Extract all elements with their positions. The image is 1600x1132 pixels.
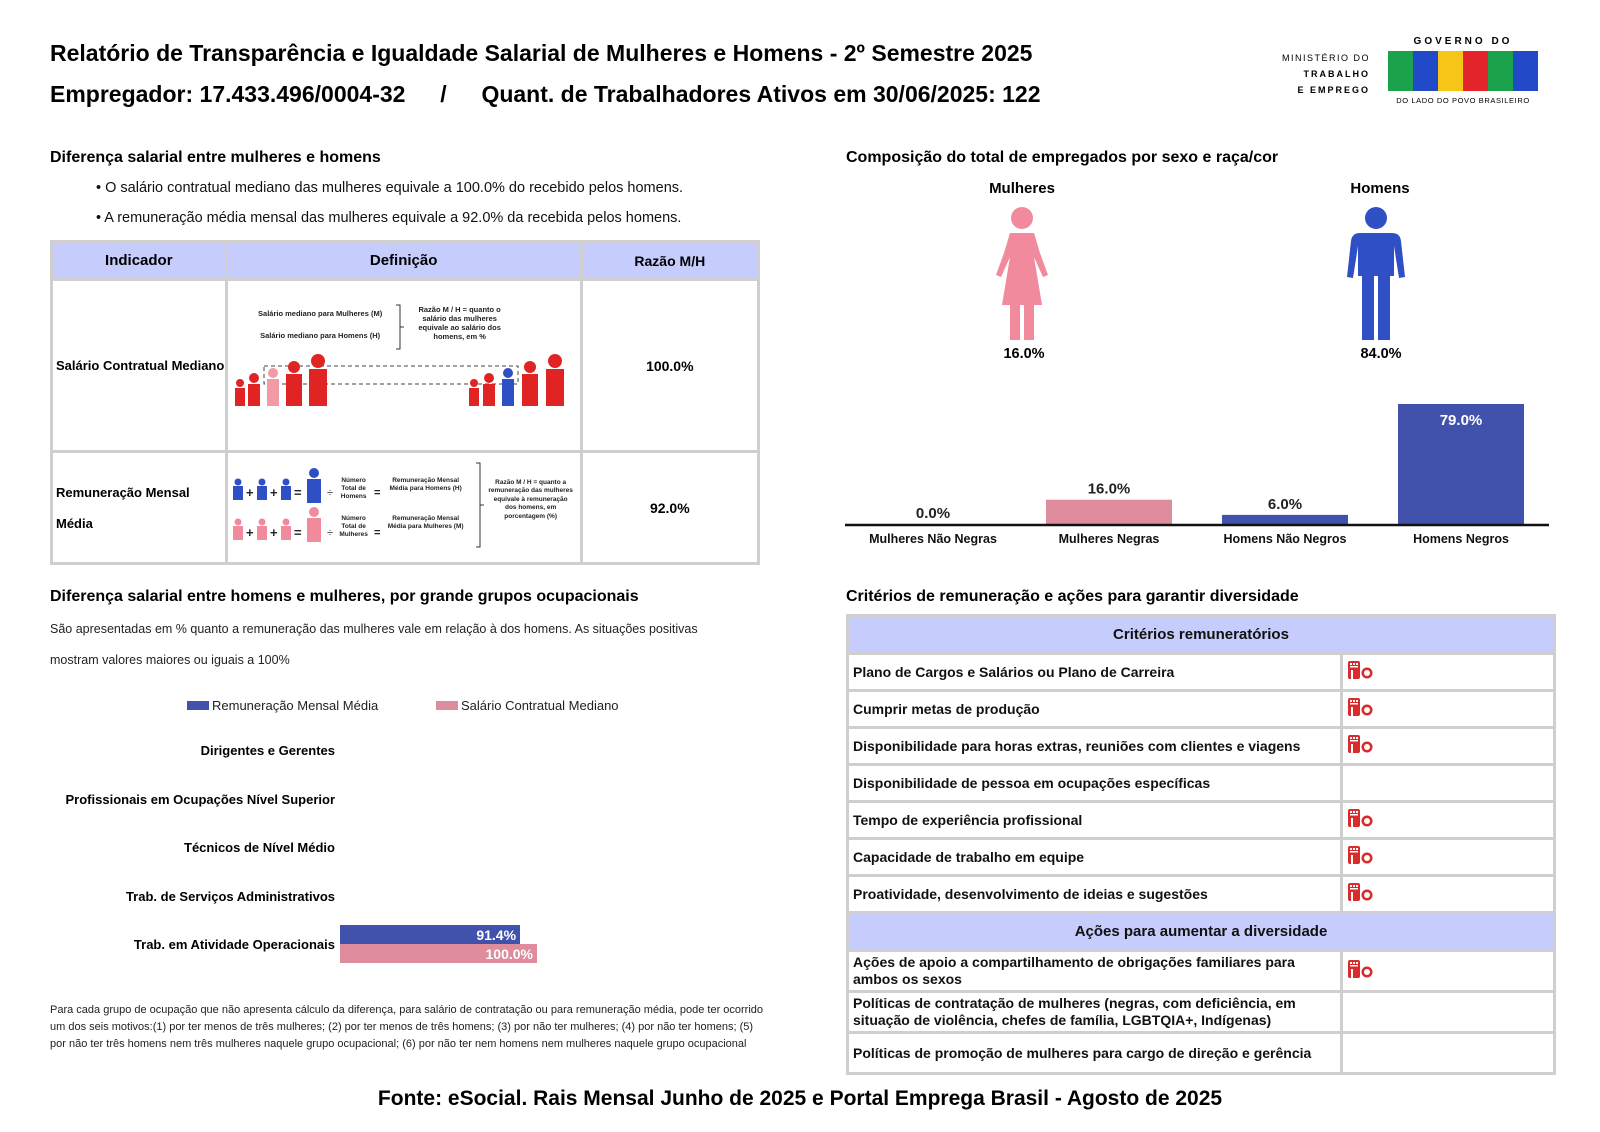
salary-diff-title: Diferença salarial entre mulheres e homens: [50, 149, 381, 166]
women-pct: 16.0%: [1003, 346, 1045, 362]
criteria-status-cell: [1341, 765, 1554, 802]
indicator-table-header: [52, 242, 759, 280]
men-figures-icon: [469, 354, 564, 406]
legend-label: Salário Contratual Mediano: [461, 698, 619, 713]
bullet-average: • A remuneração média mensal das mulheres equivale a 92.0% da recebida pelos homens.: [96, 210, 682, 226]
criteria-label: Cumprir metas de produção: [848, 691, 1342, 728]
diversity-section-header-label: Ações para aumentar a diversidade: [848, 913, 1555, 951]
table-row: [52, 280, 759, 452]
indicator-line: Média: [56, 515, 93, 531]
criteria-status-cell: [1341, 728, 1554, 765]
composition-value-label: 0.0%: [915, 505, 951, 522]
composition-bar: [1222, 515, 1348, 524]
legend-label: Remuneração Mensal Média: [212, 698, 379, 713]
criteria-label: Disponibilidade de pessoa em ocupações específicas: [848, 765, 1342, 802]
criteria-status-cell: [1341, 839, 1554, 876]
criteria-label: Proatividade, desenvolvimento de ideias e sugestões: [848, 876, 1342, 913]
ratio-value: 92.0%: [581, 452, 758, 564]
occupation-label: Dirigentes e Gerentes: [200, 743, 335, 758]
occupational-bar-chart: [45, 730, 765, 990]
definition-figure: [226, 452, 581, 564]
criteria-section-header: [848, 616, 1555, 654]
criteria-status-cell: [1341, 876, 1554, 913]
composition-category-label: Mulheres Negras: [1058, 532, 1160, 546]
svg-text:=: =: [373, 526, 381, 539]
col-indicator: Indicador: [52, 242, 227, 280]
company-building-check-icon: [1347, 660, 1375, 684]
criteria-row: [848, 765, 1555, 802]
brace-icon: [396, 305, 404, 349]
occupation-bar: 100.0%: [340, 944, 537, 963]
logo-color-block: [1463, 51, 1488, 91]
legend-swatch: [187, 701, 209, 710]
women-figures-icon: [235, 354, 327, 406]
legend-swatch: [436, 701, 458, 710]
svg-text:+: +: [245, 484, 254, 500]
composition-value-label: 79.0%: [1439, 412, 1483, 429]
fig-label: Número Total de Mulheres: [339, 514, 368, 538]
dashed-range-box: [264, 366, 518, 384]
fig-note: Razão M / H = quanto o salário das mulheres equivale ao salário dos homens, em %: [418, 304, 501, 341]
men-pct: 84.0%: [1360, 346, 1402, 362]
criteria-row: [848, 728, 1555, 765]
criteria-label: Disponibilidade para horas extras, reuniões com clientes e viagens: [848, 728, 1342, 765]
indicator-line: Remuneração Mensal: [56, 484, 190, 500]
occupation-label: Trab. em Atividade Operacionais: [133, 937, 335, 952]
criteria-label: Capacidade de trabalho em equipe: [848, 839, 1342, 876]
svg-text:÷: ÷: [326, 486, 333, 499]
criteria-status-cell: [1341, 802, 1554, 839]
fig-label: Remuneração Mensal Média para Homens (H): [389, 476, 462, 492]
criteria-label: Plano de Cargos e Salários ou Plano de Carreira: [848, 654, 1342, 691]
ratio-value: 100.0%: [581, 280, 758, 452]
ministry-line: E EMPREGO: [1297, 85, 1370, 95]
definition-figure: [226, 280, 581, 452]
occupational-desc: mostram valores maiores ou iguais a 100%: [50, 653, 290, 667]
svg-text:÷: ÷: [326, 526, 333, 539]
brace-icon: [476, 463, 484, 547]
bullet-median: • O salário contratual mediano das mulheres equivale a 100.0% do recebido pelos homens.: [96, 180, 684, 196]
svg-text:+: +: [269, 524, 278, 540]
composition-value-label: 16.0%: [1087, 480, 1131, 498]
composition-category-label: Homens Negros: [1413, 532, 1509, 546]
active-workers: Quant. de Trabalhadores Ativos em 30/06/2025: 122: [481, 81, 1041, 107]
ministry-line: MINISTÉRIO DO: [1281, 53, 1370, 63]
median-figure-graphic: [228, 283, 580, 449]
men-label: Homens: [1350, 180, 1410, 197]
col-definition: Definição: [226, 242, 581, 280]
government-logo: [1388, 36, 1538, 105]
report-subtitle: [50, 81, 1041, 108]
indicator-table: [50, 240, 760, 565]
diversity-section-header: [848, 913, 1555, 951]
composition-bar: [1046, 500, 1172, 524]
criteria-row: [848, 802, 1555, 839]
table-row: [52, 452, 759, 564]
criteria-row: [848, 876, 1555, 913]
criteria-label: Tempo de experiência profissional: [848, 802, 1342, 839]
separator: /: [440, 81, 447, 107]
logo-color-block: [1388, 51, 1413, 91]
man-icon: [1346, 206, 1406, 340]
median-salary-figure: [228, 283, 580, 449]
fig-label: Número Total de Homens: [340, 476, 367, 500]
svg-text:=: =: [373, 486, 381, 499]
svg-text:+: +: [269, 484, 278, 500]
fig-label: Remuneração Mensal Média para Mulheres (M): [387, 514, 464, 530]
legend-average-pay: [187, 698, 378, 713]
gov-logo-tagline: DO LADO DO POVO BRASILEIRO: [1396, 96, 1530, 105]
criteria-row: [848, 992, 1555, 1033]
woman-icon: [990, 206, 1054, 340]
criteria-status-cell: [1341, 992, 1554, 1033]
criteria-row: [848, 654, 1555, 691]
occupational-footnote: Para cada grupo de ocupação que não apresenta cálculo da diferença, para salário de contratação ou para remuneração média, pode ter ocorrido um dos seis motivos:(1) por ter menos de três mulheres; (2) por ter menos de três homens; (3) por não ter mulheres; (4) por não ter homens; (5) por não ter três homens nem três mulheres naquele grupo ocupacional; (6) por não ter nem homens nem mulheres naquele grupo ocupacional: [50, 1004, 764, 1050]
occupation-label: Trab. de Serviços Administrativos: [125, 888, 335, 904]
legend-median-salary: [436, 698, 619, 713]
criteria-status-cell: [1341, 951, 1554, 992]
ministry-line: TRABALHO: [1303, 69, 1370, 79]
logo-color-block: [1513, 51, 1538, 91]
criteria-row: [848, 691, 1555, 728]
occupation-label: Profissionais em Ocupações Nível Superior: [65, 791, 335, 807]
col-ratio: Razão M/H: [581, 242, 758, 280]
average-pay-figure: [228, 455, 580, 561]
occupation-bar: 91.4%: [340, 925, 520, 944]
company-building-check-icon: [1347, 734, 1375, 758]
fig-note: Razão M / H = quanto a remuneração das mulheres equivale à remuneração dos homens, em porcentagem (%): [488, 478, 573, 520]
employer-id: Empregador: 17.433.496/0004-32: [50, 81, 406, 107]
data-source: Fonte: eSocial. Rais Mensal Junho de 2025 e Portal Emprega Brasil - Agosto de 2025: [377, 1087, 1223, 1110]
occupational-title: Diferença salarial entre homens e mulheres, por grande grupos ocupacionais: [50, 588, 639, 605]
gov-logo-top: GOVERNO DO: [1413, 36, 1513, 47]
logo-color-block: [1438, 51, 1463, 91]
criteria-label: Políticas de promoção de mulheres para cargo de direção e gerência: [848, 1033, 1342, 1074]
company-building-check-icon: [1347, 882, 1375, 906]
report-title: Relatório de Transparência e Igualdade Salarial de Mulheres e Homens - 2º Semestre 2025: [50, 40, 1033, 66]
criteria-table: [846, 614, 1556, 1075]
criteria-status-cell: [1341, 654, 1554, 691]
criteria-status-cell: [1341, 691, 1554, 728]
criteria-row: [848, 951, 1555, 992]
svg-text:+: +: [245, 524, 254, 540]
occupation-label: Técnicos de Nível Médio: [184, 840, 335, 855]
company-building-check-icon: [1347, 959, 1375, 983]
company-building-check-icon: [1347, 808, 1375, 832]
composition-value-label: 6.0%: [1267, 495, 1303, 513]
criteria-title: Critérios de remuneração e ações para garantir diversidade: [846, 588, 1299, 605]
women-label: Mulheres: [989, 180, 1055, 197]
fig-label: Salário mediano para Homens (H): [260, 330, 381, 340]
occupational-desc: São apresentadas em % quanto a remuneração das mulheres vale em relação à dos homens. As situações positivas: [50, 622, 698, 636]
criteria-section-header-label: Critérios remuneratórios: [848, 616, 1555, 654]
indicator-name: [52, 452, 227, 564]
criteria-label: Políticas de contratação de mulheres (negras, com deficiência, em situação de violência, chefes de família, LGBTQIA+, Indígenas): [848, 992, 1342, 1033]
indicator-name: Salário Contratual Mediano: [52, 280, 227, 452]
composition-title: Composição do total de empregados por sexo e raça/cor: [846, 149, 1279, 166]
logo-color-block: [1488, 51, 1513, 91]
composition-category-label: Mulheres Não Negras: [869, 532, 997, 546]
fig-label: Salário mediano para Mulheres (M): [258, 308, 383, 318]
logo-color-block: [1413, 51, 1438, 91]
svg-text:=: =: [293, 524, 302, 540]
composition-bar-chart: [845, 400, 1555, 560]
company-building-check-icon: [1347, 845, 1375, 869]
composition-category-label: Homens Não Negros: [1223, 532, 1347, 546]
ministry-logo: [1260, 50, 1370, 98]
criteria-row: [848, 839, 1555, 876]
brasil-wordmark-icon: [1388, 51, 1538, 91]
criteria-status-cell: [1341, 1033, 1554, 1074]
criteria-label: Ações de apoio a compartilhamento de obrigações familiares para ambos os sexos: [848, 951, 1342, 992]
company-building-check-icon: [1347, 697, 1375, 721]
svg-text:=: =: [293, 484, 302, 500]
criteria-row: [848, 1033, 1555, 1074]
